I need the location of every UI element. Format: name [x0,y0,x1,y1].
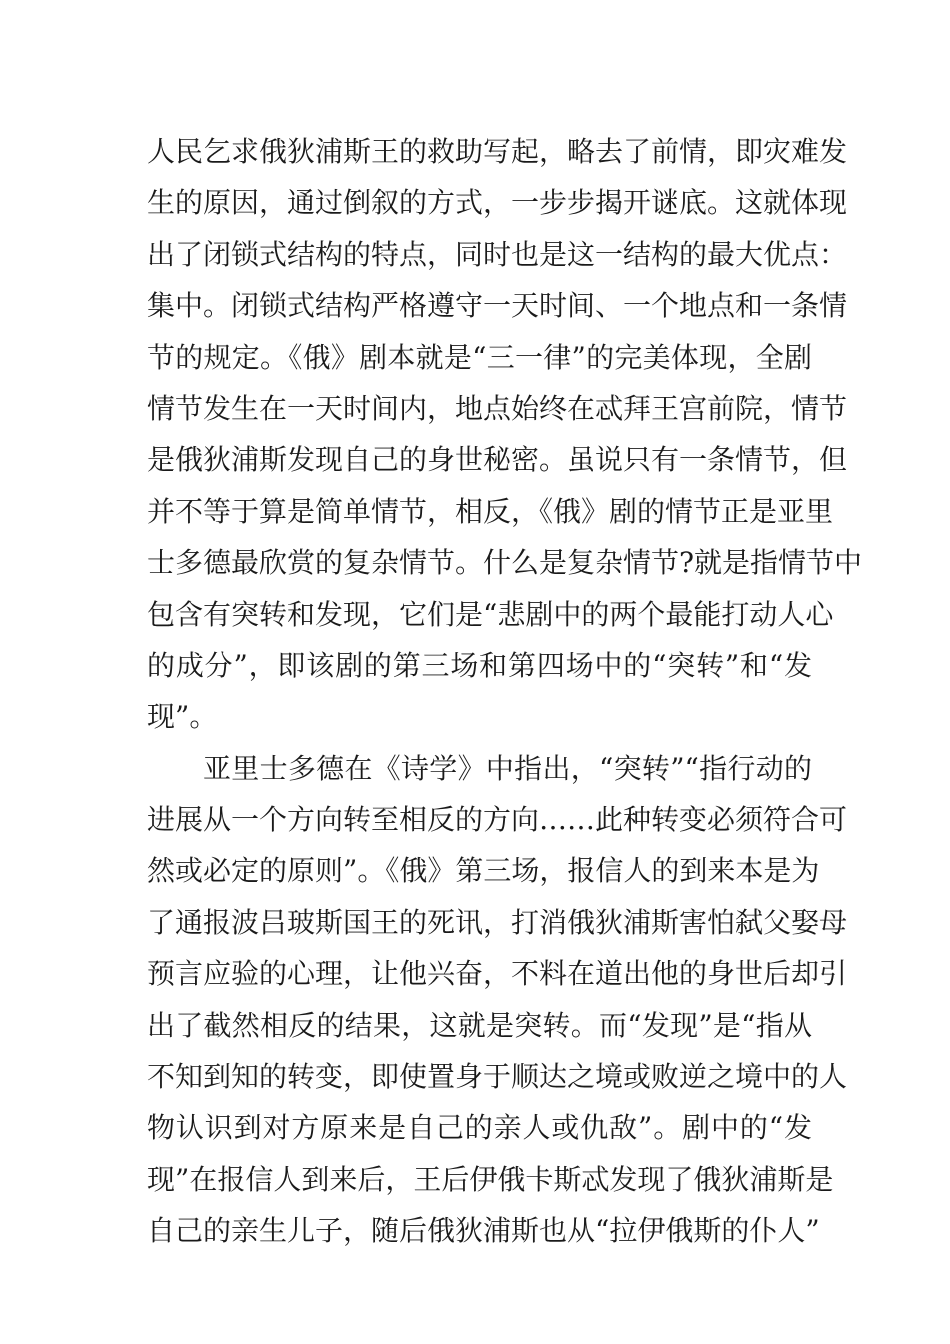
text-line: 物认识到对方原来是自己的亲人或仇敌”。剧中的“发 [147,1111,812,1145]
text-line: 现”在报信人到来后，王后伊俄卡斯忒发现了俄狄浦斯是 [147,1162,834,1196]
text-line: 节的规定。《俄》剧本就是“三一律”的完美体现，全剧 [147,340,812,374]
text-line: 士多德最欣赏的复杂情节。什么是复杂情节?就是指情节中 [147,546,863,580]
text-line: 进展从一个方向转至相反的方向……此种转变必须符合可 [147,803,848,837]
text-line: 人民乞求俄狄浦斯王的救助写起，略去了前情，即灾难发 [147,135,848,168]
paragraph [147,743,848,1257]
text-line: 然或必定的原则”。《俄》第三场，报信人的到来本是为 [147,854,820,888]
text-line: 是俄狄浦斯发现自己的身世秘密。虽说只有一条情节，但 [147,443,848,477]
text-line: 包含有突转和发现，它们是“悲剧中的两个最能打动人心 [147,597,834,631]
paragraph [147,126,863,743]
text-line: 情节发生在一天时间内，地点始终在忒拜王宫前院，情节 [147,391,848,425]
text-line: 了通报波吕玻斯国王的死讯，打消俄狄浦斯害怕弑父娶母 [147,905,848,939]
text-line: 生的原因，通过倒叙的方式，一步步揭开谜底。这就体现 [147,186,848,220]
text-line: 亚里士多德在《诗学》中指出，“突转”“指行动的 [203,751,812,785]
text-line: 现”。 [147,700,218,734]
text-line: 的成分”，即该剧的第三场和第四场中的“突转”和“发 [147,648,812,682]
text-line: 预言应验的心理，让他兴奋，不料在道出他的身世后却引 [147,957,848,991]
text-line: 不知到知的转变，即使置身于顺达之境或败逆之境中的人 [147,1060,848,1094]
text-line: 自己的亲生儿子，随后俄狄浦斯也从“拉伊俄斯的仆人” [147,1214,820,1248]
text-line: 并不等于算是简单情节，相反，《俄》剧的情节正是亚里 [147,494,834,528]
text-line: 出了闭锁式结构的特点，同时也是这一结构的最大优点： [147,237,848,271]
text-line: 集中。闭锁式结构严格遵守一天时间、一个地点和一条情 [147,289,848,323]
body-text [147,126,863,1257]
text-line: 出了截然相反的结果，这就是突转。而“发现”是“指从 [147,1008,812,1042]
